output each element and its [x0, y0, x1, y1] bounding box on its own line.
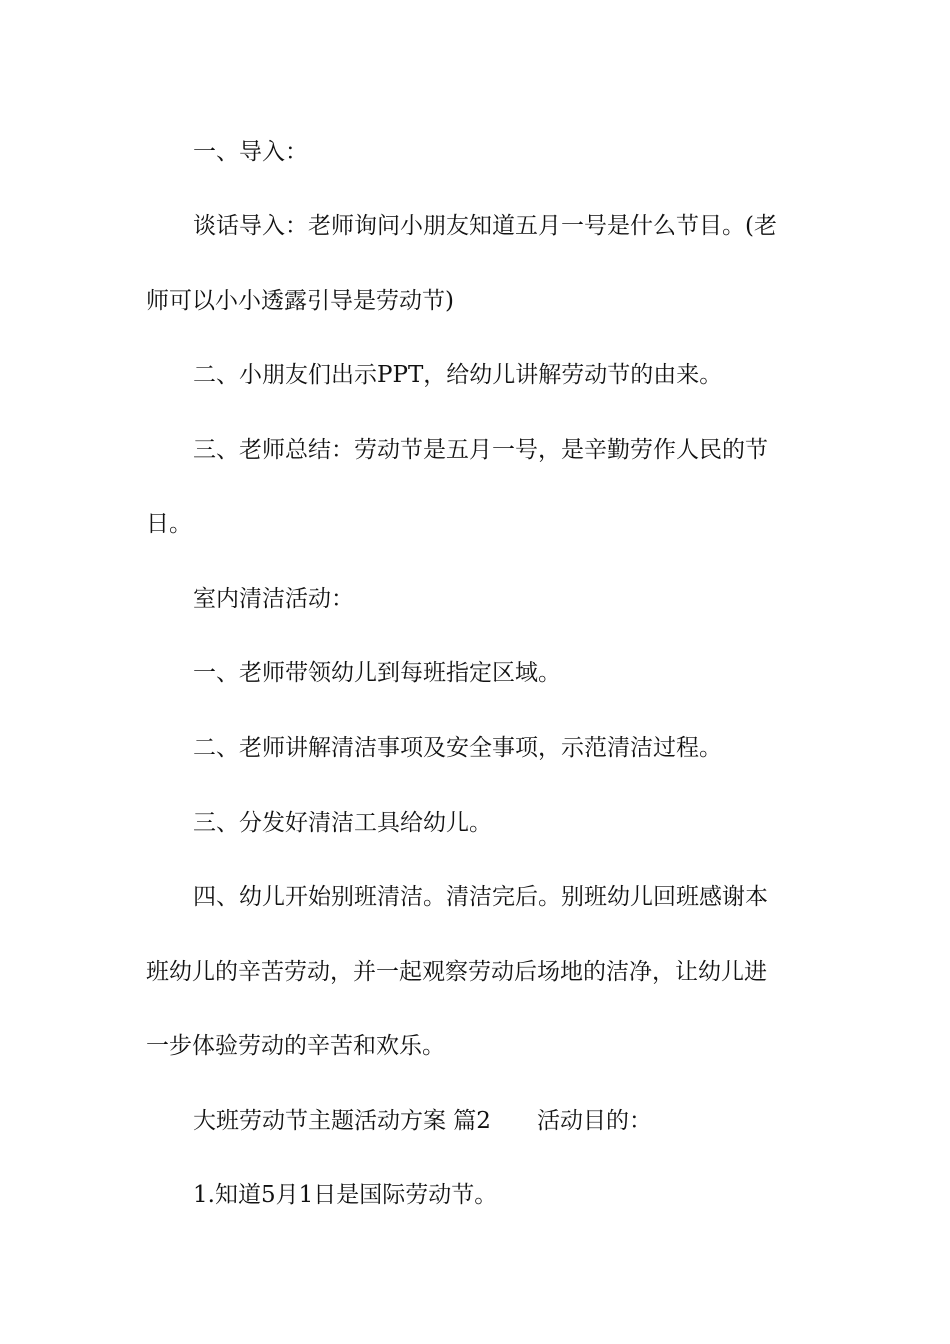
paragraph-line: 一、导入：	[193, 139, 308, 165]
paragraph-line: 谈话导入：老师询问小朋友知道五月一号是什么节目。(老	[193, 213, 777, 239]
list-item: 1.知道5月1日是国际劳动节。	[193, 1182, 498, 1208]
paragraph-line: 一步体验劳动的辛苦和欢乐。	[146, 1033, 445, 1059]
section-title: 大班劳动节主题活动方案 篇2	[193, 1108, 491, 1134]
paragraph-line: 二、小朋友们出示PPT，给幼儿讲解劳动节的由来。	[193, 362, 723, 388]
paragraph-line: 三、分发好清洁工具给幼儿。	[193, 810, 492, 836]
paragraph-line: 班幼儿的辛苦劳动，并一起观察劳动后场地的洁净，让幼儿进	[146, 959, 767, 985]
paragraph-line: 四、幼儿开始别班清洁。清洁完后。别班幼儿回班感谢本	[193, 884, 768, 910]
section-title-line	[193, 1106, 873, 1136]
section-heading: 室内清洁活动：	[193, 586, 354, 612]
paragraph-line: 一、老师带领幼儿到每班指定区域。	[193, 660, 561, 686]
section-subtitle: 活动目的：	[536, 1108, 652, 1134]
paragraph-line: 二、老师讲解清洁事项及安全事项，示范清洁过程。	[193, 735, 722, 761]
paragraph-line: 师可以小小透露引导是劳动节)	[146, 288, 454, 314]
paragraph-line: 三、老师总结：劳动节是五月一号，是辛勤劳作人民的节	[193, 437, 768, 463]
paragraph-line: 日。	[146, 511, 192, 537]
